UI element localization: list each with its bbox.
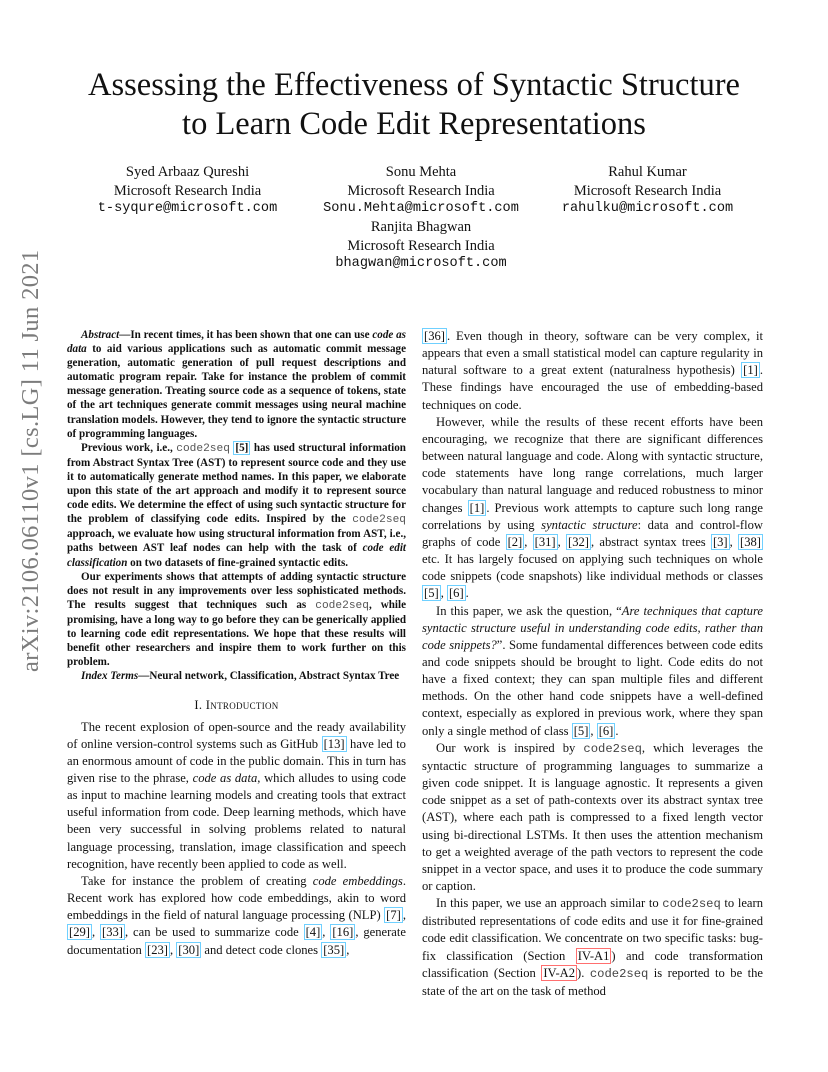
author-email[interactable]: rahulku@microsoft.com — [561, 201, 734, 216]
citation-link[interactable]: [4] — [305, 925, 321, 940]
author-block — [305, 218, 537, 274]
text-run: approach, we evaluate how using structural information from AST, i.e., paths between AST leaf nodes can help with the task of — [67, 528, 406, 555]
text-run: Our work is inspired by — [436, 740, 584, 755]
text-run: Take for instance the problem of creating — [81, 873, 313, 888]
text-run: , generate documentation — [67, 925, 406, 957]
body-paragraph: In this paper, we ask the question, “Are techniques that capture syntactic structure useful in understanding code edits, rather than code snippets?”. Some fundamental differences between code edits and code snippets should be brought to light. Code edits do not have a fixed context; they can span multiple files and different methods. On the other hand code snippets have a well-defined context, especially as explored in previous work, where they span only a single method of class [5] , [6] . — [422, 603, 764, 738]
author-affiliation: Microsoft Research India — [347, 182, 495, 199]
inline-code: code2seq — [589, 966, 649, 981]
text-run: . Even though in theory, software can be very complex, it appears that even a small statistical model can capture regularity in natural software to a great extent (naturalness hypothesis) — [422, 329, 763, 378]
emphasis: code as data — [67, 329, 406, 356]
title-line-2: to Learn Code Edit Representations — [182, 106, 646, 142]
citation-link[interactable]: [1] — [743, 363, 758, 378]
text-run: —In recent times, it has been shown that one can use — [119, 329, 373, 341]
citation-link[interactable]: [6] — [448, 586, 464, 601]
body-paragraph — [67, 719, 406, 873]
author-name: Sonu Mehta — [385, 164, 457, 180]
text-run: In this paper, we use an approach similar to — [436, 896, 663, 911]
text-run: , which leverages the syntactic structure of programming languages to summarize a given code snippet. It is language agnostic. It represents a given code snippet as a set of path-contexts over its abstract syntax tree (AST), where each path is compressed to a fixed length vector using bi-directional LSTMs. It then uses the attention mechanism to get a weighted average of the path vectors to represent the code snippet in a vector space, and uses it to produce the code summary or caption. — [422, 740, 763, 893]
citation-link[interactable]: [38] — [740, 534, 761, 549]
text-run: . — [465, 586, 469, 601]
citation-link[interactable]: [2] — [507, 534, 523, 549]
author-name: Rahul Kumar — [608, 164, 687, 180]
abstract-paragraph — [67, 441, 406, 570]
body-paragraph: However, while the results of these recent efforts have been encouraging, we recognize that there are significant differences between natural language and code. Along with syntactic structure, code statements have long range correlations, much larger vocabulary than natural language and reduced robustness to minor changes [1] . Previous work attempts to capture such long range correlations by using syntactic structure: data and control-flow graphs of code [2] , [31] , [32] , abstract syntax trees [3] , [38] etc. It has largely focused on applying such techniques on whole code snippets (code snapshots) like individual methods or classes [5] , [6] . — [422, 414, 764, 601]
author-name: Ranjita Bhagwan — [370, 219, 472, 235]
inline-code: code2seq — [662, 897, 721, 912]
author-name: Syed Arbaaz Qureshi — [125, 164, 250, 180]
citation-link[interactable]: [6] — [598, 723, 614, 738]
citation-link[interactable]: [36] — [424, 329, 445, 343]
citation-link[interactable]: [16] — [332, 925, 354, 940]
text-run: . Previous work attempts to capture such long range correlations by using — [422, 500, 763, 532]
text-run: , while promising, have a long way to go before they can be generically applied to learning code edit representations. We hope that these results will benefit other researchers and inspire them to work further on this problem. — [67, 598, 406, 669]
body-paragraph — [422, 740, 763, 895]
citation-link[interactable]: [23] — [147, 942, 168, 957]
text-run: . Recent work has explored how code embeddings, akin to word embeddings in the field of natural language processing (NLP) — [67, 873, 406, 923]
citation-link[interactable]: [29] — [69, 925, 90, 940]
citation-link[interactable]: [5] — [573, 723, 589, 738]
text-run: ”. Some fundamental differences between code edits and code snippets should be brought to light. Code edits do not have a fixed context; they can span multiple files and different methods. On the other hand code snippets have a well-defined context, especially as explored in previous work, where they span only a single method of class — [422, 637, 764, 738]
text-run: , which alludes to using code as input to machine learning models and creating tools that extract useful information from code. Deep learning methods, which have been very successful in solving problems related to natural language processing, translation, image classification and speech recognition, have recently been applied to code as well. — [67, 770, 406, 871]
citation-link[interactable]: [5] — [424, 586, 439, 601]
citation-link[interactable]: [5] — [235, 441, 249, 454]
citation-link[interactable]: [1] — [469, 500, 485, 515]
intro-left-body — [67, 719, 406, 959]
author-affiliation: Microsoft Research India — [113, 182, 262, 199]
section-number: I. — [194, 698, 203, 713]
text-run: , abstract syntax trees — [591, 534, 711, 549]
section-title: Introduction — [205, 698, 279, 713]
text-run: etc. It has largely focused on applying such techniques on whole code snippets (code snapshots) like individual methods or classes — [422, 552, 763, 584]
abstract-paragraph — [67, 328, 406, 441]
author-email[interactable]: bhagwan@microsoft.com — [335, 256, 507, 271]
paper-title — [40, 66, 788, 144]
title-line-1: Assessing the Effectiveness of Syntactic Structure — [88, 67, 740, 103]
author-email[interactable]: t-syqure@microsoft.com — [97, 201, 278, 216]
emphasis: code embeddings — [312, 873, 403, 888]
text-run: have led to an enormous amount of code in the public domain. This in turn has given rise to the phrase, — [67, 736, 406, 785]
citation-link[interactable]: [33] — [102, 925, 123, 940]
arxiv-stamp[interactable]: arXiv:2106.06110v1 [cs.LG] 11 Jun 2021 — [17, 249, 44, 672]
body-paragraph: Take for instance the problem of creating code embeddings. Recent work has explored how code embeddings, akin to word embeddings in the field of natural language processing (NLP) [7] , [29] , [33] , can be used to summarize code [4] , [16] , generate documentation [23] , [30] and detect code clones [35] , — [67, 873, 406, 957]
section-heading — [67, 697, 406, 714]
text-run: , can be used to summarize code — [125, 925, 304, 940]
text-run: ). — [577, 965, 590, 980]
author-block — [540, 163, 755, 219]
citation-link[interactable]: [32] — [568, 534, 589, 549]
text-run: . — [615, 723, 619, 738]
author-block — [305, 163, 537, 219]
author-block — [75, 163, 300, 219]
text-run: In this paper, we ask the question, “ — [436, 603, 622, 618]
index-terms-label: Index Terms — [81, 670, 139, 683]
abstract-label: Abstract — [81, 329, 120, 341]
text-run: ) and code transformation classification (Section — [422, 948, 763, 980]
text-run: Our experiments shows that attempts of adding syntactic structure does not result in any improvements over less sophisticated methods. The results suggest that techniques such as — [67, 570, 406, 611]
citation-link[interactable]: [7] — [386, 908, 401, 923]
text-run: However, while the results of these recent efforts have been encouraging, we recognize that there are significant differences between natural language and code. Along with syntactic structure, code statements have long range correlations, much larger vocabulary than natural language and reduced robustness to minor changes — [422, 414, 763, 515]
inline-code: code2seq — [176, 442, 230, 455]
text-run: has used structural information from Abstract Syntax Tree (AST) to represent source code and they use it to automatically generate method names. In this paper, we elaborate upon this state of the art approach and modify it to represent source code edits. We determine the effect of using such syntactic structure for the problem of classifying code edits. Inspired by the — [67, 441, 406, 526]
index-terms — [67, 669, 406, 683]
emphasis: Are techniques that capture syntactic structure useful in understanding code edits, rather than code snippets? — [422, 603, 763, 652]
text-run: on two datasets of fine-grained syntactic edits. — [127, 556, 349, 569]
text-run: to aid various applications such as automatic commit message generation, automatic generation of pull request descriptions and automatic program repair. Take for instance the problem of commit message generation. Treating source code as a sequence of tokens, state of the art techniques generate commit messages using neural machine translation models. However, they tend to ignore the syntactic structure of programming languages. — [67, 343, 406, 440]
inline-code: code2seq — [583, 741, 642, 756]
text-run: to learn distributed representations of code edits and use it for fine-grained code edit classification. We concentrate on two specific tasks: bug-fix classification (Section — [422, 896, 763, 963]
emphasis: code edit classification — [67, 542, 406, 569]
section-ref-link[interactable]: IV-A2 — [543, 965, 576, 980]
author-affiliation: Microsoft Research India — [347, 237, 495, 254]
right-column — [422, 328, 763, 1000]
left-column — [67, 328, 406, 959]
citation-link[interactable]: [30] — [178, 942, 200, 957]
text-run: The recent explosion of open-source and the ready availability of online version-control systems such as GitHub — [67, 719, 406, 751]
text-run: is reported to be the state of the art on the task of method — [422, 965, 763, 998]
text-run: and detect code clones — [201, 942, 322, 957]
emphasis: syntactic structure — [541, 517, 638, 532]
inline-code: code2seq — [315, 599, 369, 612]
section-ref-link[interactable]: IV-A1 — [577, 948, 610, 963]
author-affiliation: Microsoft Research India — [573, 182, 722, 199]
citation-link[interactable]: [31] — [534, 534, 556, 549]
body-paragraph — [422, 328, 763, 414]
abstract-paragraph — [67, 570, 406, 670]
emphasis: code as data — [192, 770, 258, 785]
citation-link[interactable]: [35] — [323, 942, 345, 957]
inline-code: code2seq — [352, 514, 406, 527]
abstract — [67, 328, 406, 683]
citation-link[interactable]: [3] — [712, 534, 728, 549]
text-run: , — [346, 942, 350, 957]
citation-link[interactable]: [13] — [323, 736, 345, 751]
body-paragraph — [422, 895, 763, 1000]
author-email[interactable]: Sonu.Mehta@microsoft.com — [323, 201, 519, 216]
text-run: Previous work, i.e., — [81, 441, 177, 454]
text-run: —Neural network, Classification, Abstract Syntax Tree — [138, 670, 400, 683]
text-run: . These findings have encouraged the use of embedding-based techniques on code. — [422, 363, 763, 412]
text-run: : data and control-flow graphs of code — [422, 517, 764, 549]
